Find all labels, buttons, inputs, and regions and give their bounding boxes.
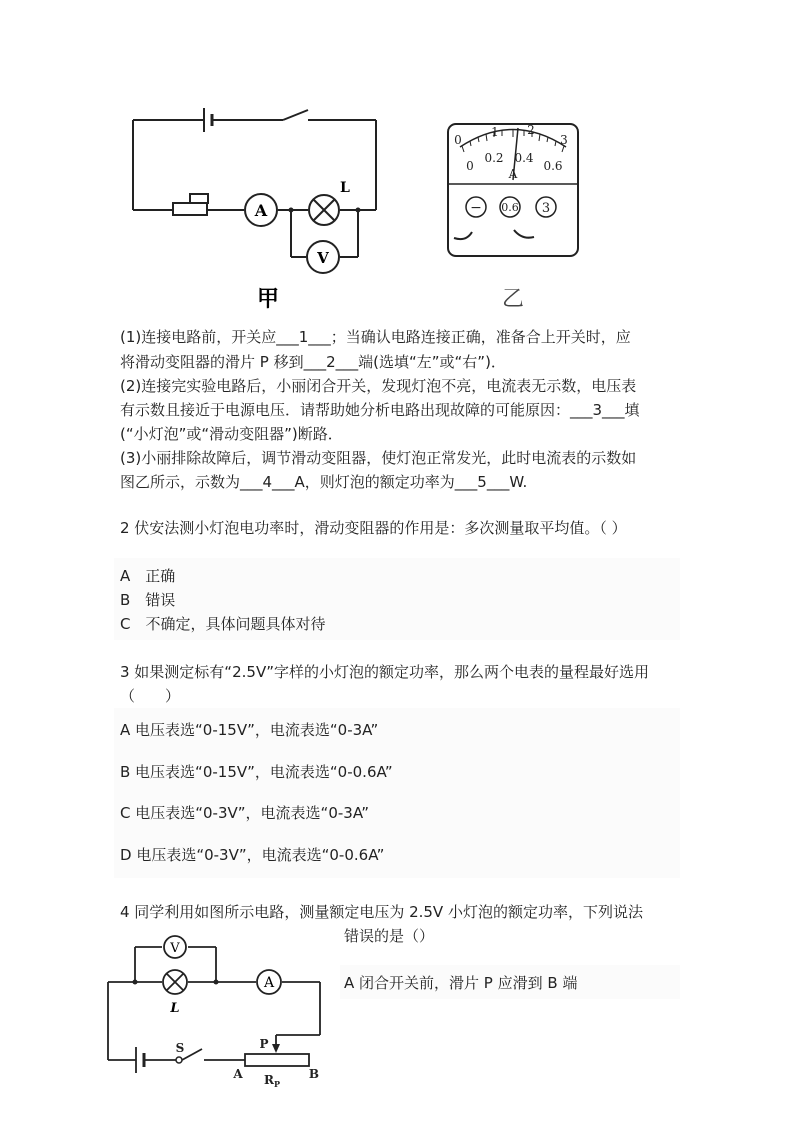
ammeter-dial-yi <box>440 92 590 317</box>
q4-end-a-label: A <box>233 1067 243 1081</box>
svg-text:A: A <box>254 201 268 220</box>
q3-option-a[interactable]: A 电压表选“0-15V”，电流表选“0-3A” <box>120 721 379 739</box>
q4-voltmeter-symbol <box>164 936 186 958</box>
figure-label-yi: 乙 <box>501 287 525 312</box>
q1-part1-line2: 将滑动变阻器的滑片 P 移到___2___端(选填“左”或“右”)． <box>120 353 506 371</box>
q3-stem-line1: 3 如果测定标有“2.5V”字样的小灯泡的额定功率，那么两个电表的量程最好选用 <box>120 663 649 681</box>
circuit-diagram-jia <box>118 92 408 317</box>
q4-end-b-label: B <box>308 1067 320 1081</box>
q4-rheostat-label: $R_P$ <box>264 1073 280 1089</box>
svg-text:V: V <box>317 249 329 267</box>
svg-text:0.2: 0.2 <box>484 151 504 165</box>
svg-text:0.6: 0.6 <box>501 201 519 214</box>
voltmeter-symbol <box>307 241 339 273</box>
q4-option-a[interactable]: A 闭合开关前，滑片 P 应滑到 B 端 <box>344 974 578 992</box>
svg-text:0.6: 0.6 <box>543 159 563 173</box>
svg-text:0.4: 0.4 <box>514 151 534 165</box>
ammeter-symbol <box>245 194 277 226</box>
svg-text:3: 3 <box>560 133 568 147</box>
q2-option-a[interactable]: A 正确 <box>120 567 176 585</box>
q3-option-b[interactable]: B 电压表选“0-15V”，电流表选“0-0.6A” <box>120 763 393 781</box>
q4-stem-line2: 错误的是（） <box>344 927 435 945</box>
q4-ammeter-symbol <box>257 970 281 994</box>
svg-text:A: A <box>508 167 518 181</box>
svg-text:A: A <box>263 975 275 991</box>
svg-text:2: 2 <box>527 123 535 137</box>
svg-text:0: 0 <box>466 159 474 173</box>
q3-option-d[interactable]: D 电压表选“0-3V”，电流表选“0-0.6A” <box>120 846 385 864</box>
q1-part3-line2: 图乙所示，示数为___4___A，则灯泡的额定功率为___5___W. <box>120 473 528 491</box>
svg-text:−: − <box>470 200 482 216</box>
q1-part1-line1: (1)连接电路前，开关应___1___；当确认电路连接正确，准备合上开关时，应 <box>120 328 631 346</box>
figure-label-jia: 甲 <box>256 286 280 312</box>
q1-part2-line2: 有示数且接近于电源电压．请帮助她分析电路出现故障的可能原因：___3___填 <box>120 401 640 419</box>
lamp-symbol <box>309 180 350 225</box>
q3-stem-line2: （ ） <box>120 687 181 705</box>
q4-lamp-symbol <box>163 970 187 1016</box>
svg-text:L: L <box>170 1001 180 1016</box>
q4-slider-label: P <box>259 1037 269 1051</box>
q2-option-c[interactable]: C 不确定，具体问题具体对待 <box>120 615 326 633</box>
q3-option-c[interactable]: C 电压表选“0-3V”，电流表选“0-3A” <box>120 804 369 822</box>
q4-switch-label: S <box>175 1041 185 1055</box>
svg-text:V: V <box>170 941 180 956</box>
q1-part2-line1: (2)连接完实验电路后，小丽闭合开关，发现灯泡不亮，电流表无示数，电压表 <box>120 377 637 395</box>
q2-option-b[interactable]: B 错误 <box>120 591 176 609</box>
svg-text:3: 3 <box>541 201 551 216</box>
q1-part3-line1: (3)小丽排除故障后，调节滑动变阻器，使灯泡正常发光，此时电流表的示数如 <box>120 449 637 467</box>
svg-text:L: L <box>340 180 350 196</box>
q1-part2-line3: (“小灯泡”或“滑动变阻器”)断路． <box>120 425 343 443</box>
circuit-diagram-q4 <box>100 935 330 1095</box>
q4-stem-line1: 4 同学利用如图所示电路，测量额定电压为 2.5V 小灯泡的额定功率，下列说法 <box>120 903 643 921</box>
q2-stem: 2 伏安法测小灯泡电功率时，滑动变阻器的作用是：多次测量取平均值。（ ） <box>120 519 627 537</box>
svg-text:0: 0 <box>454 133 462 147</box>
svg-text:1: 1 <box>491 125 499 139</box>
